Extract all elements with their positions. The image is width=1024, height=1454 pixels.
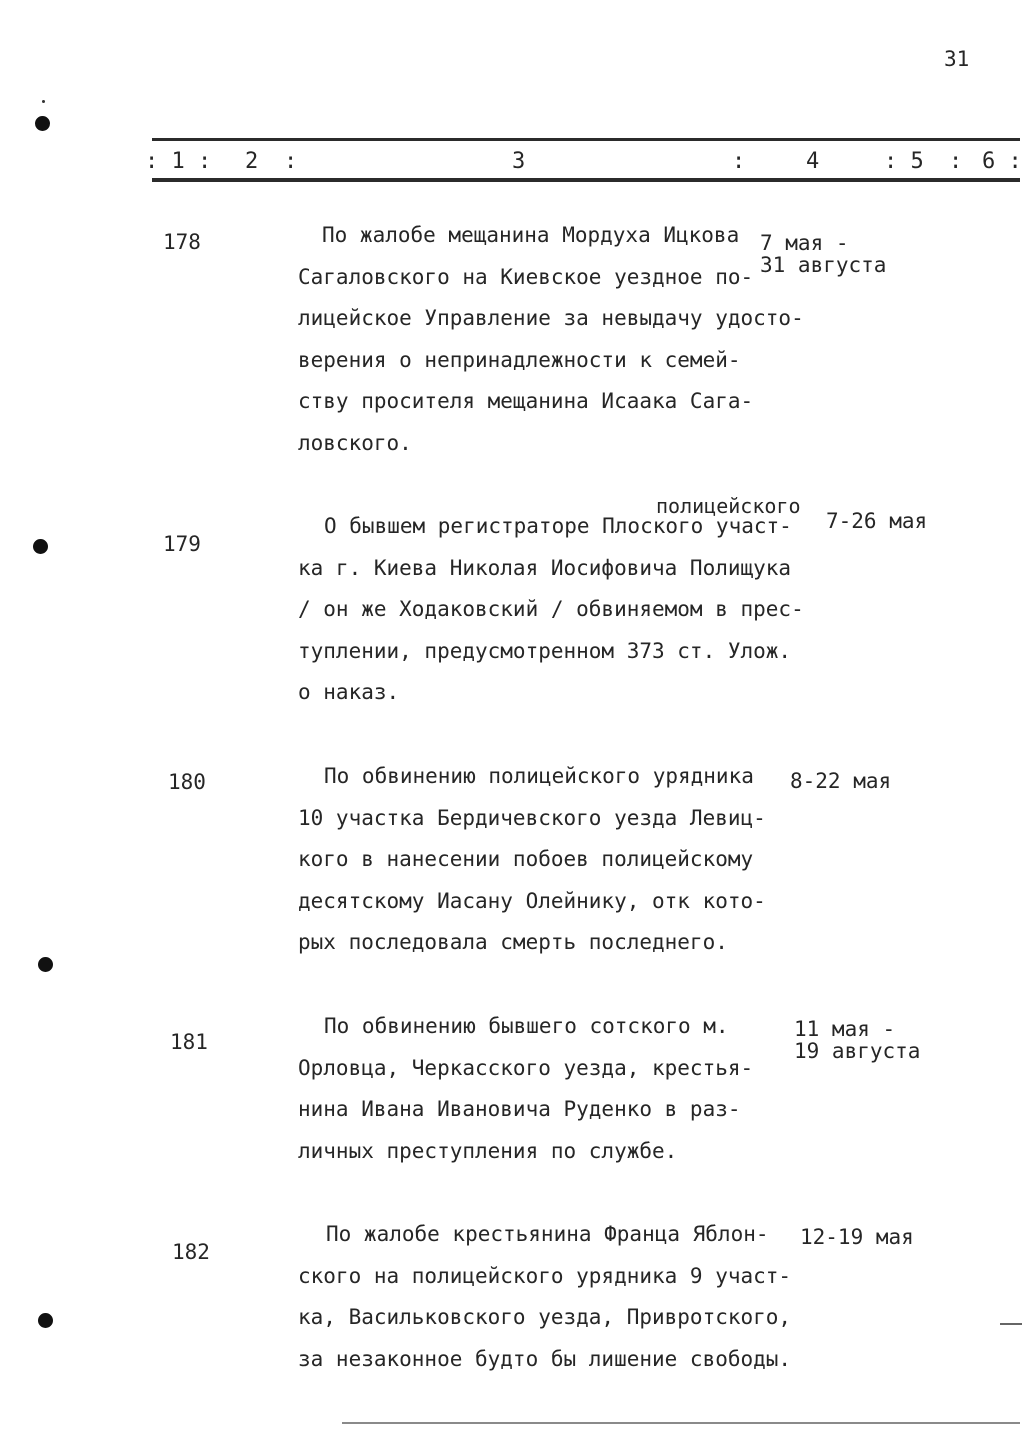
description-line: ка г. Киева Николая Иосифовича Полищука — [298, 555, 792, 580]
column-header-6: 6 : — [982, 149, 1022, 174]
row-dates-179 — [826, 510, 927, 532]
description-line: По жалобе мещанина Мордуха Ицкова — [322, 223, 740, 247]
column-header-2: 2 — [245, 149, 259, 174]
description-line: верения о непринадлежности к семей- — [298, 347, 741, 372]
row-dates-180 — [790, 770, 891, 792]
date-line: 19 августа — [794, 1039, 921, 1063]
row-description-181 — [298, 1006, 818, 1172]
description-line: ловского. — [298, 430, 412, 455]
punch-hole-mark — [35, 116, 50, 131]
description-line: По жалобе крестьянина Франца Яблон- — [326, 1222, 769, 1246]
row-description-180 — [298, 756, 818, 964]
column-header-sep-4: : — [949, 149, 963, 174]
date-line: 12-19 мая — [800, 1225, 914, 1249]
row-number-180: 180 — [168, 770, 206, 794]
date-line: 31 августа — [760, 253, 887, 277]
row-number-178: 178 — [163, 230, 201, 254]
column-header-5: : 5 — [884, 149, 924, 174]
description-line: 10 участка Бердичевского уезда Левиц- — [298, 805, 766, 830]
row-dates-178 — [760, 232, 886, 276]
description-line: ству просителя мещанина Исаака Сага- — [298, 389, 754, 413]
description-line: ского на полицейского урядника 9 участ- — [298, 1263, 792, 1288]
date-line: 7-26 мая — [826, 509, 928, 533]
description-line: за незаконное будто бы лишение свободы. — [298, 1346, 792, 1371]
description-line: о наказ. — [298, 680, 400, 704]
description-line: десятскому Иасану Олейнику, отк кото- — [298, 888, 766, 913]
footer-rule — [342, 1422, 1020, 1424]
column-header-sep-3: : — [732, 149, 746, 174]
punch-hole-mark — [38, 1313, 53, 1328]
date-line: 7 мая - — [760, 231, 849, 255]
row-dates-182 — [800, 1226, 914, 1248]
date-line: 11 мая - — [794, 1017, 896, 1041]
description-line: О бывшем регистраторе Плоского участ- — [324, 514, 792, 538]
description-line: Сагаловского на Киевское уездное по- — [298, 264, 754, 289]
row-description-178 — [298, 215, 818, 464]
row-number-181: 181 — [170, 1030, 208, 1054]
column-header-sep-1: : 1 : — [145, 149, 212, 174]
description-line: Орловца, Черкасского уезда, крестья- — [298, 1055, 754, 1080]
scan-mark — [42, 100, 45, 103]
row-description-179 — [298, 506, 818, 714]
description-line: / он же Ходаковский / обвиняемом в прес- — [298, 597, 804, 621]
description-line: ка, Васильковского уезда, Привротского, — [298, 1305, 792, 1329]
row-description-182 — [298, 1214, 818, 1380]
scan-mark — [1000, 1323, 1022, 1325]
description-line: По обвинению полицейского урядника — [324, 764, 754, 788]
date-line: 8-22 мая — [790, 769, 892, 793]
description-line: нина Ивана Ивановича Руденко в раз- — [298, 1097, 741, 1121]
column-header-3: 3 — [512, 149, 526, 174]
punch-hole-mark — [38, 957, 53, 972]
page-number: 31 — [944, 47, 970, 71]
description-line: личных преступления по службе. — [298, 1138, 678, 1163]
description-line: лицейское Управление за невыдачу удосто- — [298, 306, 804, 330]
insertion-above-line: полицейского — [656, 494, 801, 518]
row-dates-181 — [794, 1018, 920, 1062]
punch-hole-mark — [33, 539, 48, 554]
description-line: кого в нанесении побоев полицейскому — [298, 847, 754, 871]
header-rule-top — [152, 138, 1020, 141]
column-header-sep-2: : — [284, 149, 298, 174]
row-number-182: 182 — [172, 1240, 210, 1264]
column-header-4: 4 — [806, 149, 820, 174]
description-line: рых последовала смерть последнего. — [298, 930, 728, 954]
description-line: По обвинению бывшего сотского м. — [324, 1014, 729, 1038]
row-number-179: 179 — [163, 532, 201, 556]
header-rule-bottom — [152, 178, 1020, 182]
description-line: туплении, предусмотренном 373 ст. Улож. — [298, 638, 792, 663]
